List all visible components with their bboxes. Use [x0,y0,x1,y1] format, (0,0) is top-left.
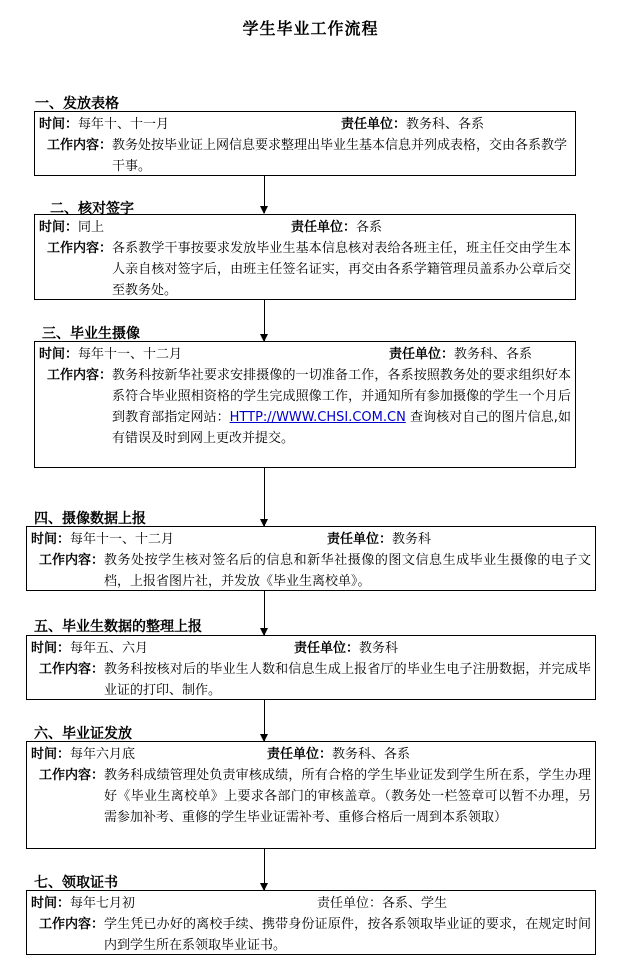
step-7-box [26,890,596,955]
chsi-link[interactable]: HTTP://WWW.CHSI.COM.CN [229,410,406,425]
step-6-unit: 教务科、各系 [332,747,411,762]
step-5-time: 每年五、六月 [70,641,149,656]
step-1-box [34,111,576,176]
work-label: 工作内容： [39,662,105,677]
time-label: 时间： [31,896,71,911]
step-1-unit: 教务科、各系 [406,117,485,132]
step-1-time: 每年十、十一月 [78,117,170,132]
step-3-time: 每年十一、十二月 [78,347,183,362]
step-7-time: 每年七月初 [70,896,136,911]
unit-label: 责任单位： [291,220,357,235]
step-3-unit: 教务科、各系 [454,347,533,362]
step-2-box [34,214,576,300]
unit-label: 责任单位： [327,532,393,547]
unit-label: 责任单位： [389,347,455,362]
flow-arrow-5 [264,700,265,741]
work-label: 工作内容： [39,553,105,568]
work-label: 工作内容： [47,368,113,383]
step-2-heading: 二、核对签字 [50,201,134,217]
step-3-work-content [112,365,571,449]
time-label: 时间： [39,347,79,362]
time-label: 时间： [31,747,71,762]
step-3-work-after: 查询核对自己的图片信息,如有错误及时到网上更改并提交。 [112,410,571,446]
flow-arrow-6 [264,849,265,890]
step-4-work: 教务处按学生核对签名后的信息和新华社摄像的图文信息生成毕业生摄像的电子文档，上报省图片社，并发放《毕业生离校单》。 [104,553,591,589]
unit-label: 责任单位： [267,747,333,762]
time-label: 时间： [31,641,71,656]
step-2-time: 同上 [78,220,105,235]
step-6-time: 每年六月底 [70,747,136,762]
flow-arrow-4 [264,591,265,635]
step-3-box [34,341,576,468]
step-7-unit: 责任单位：各系、学生 [317,896,448,911]
step-1-heading: 一、发放表格 [35,96,119,112]
time-label: 时间： [39,220,79,235]
step-4-heading: 四、摄像数据上报 [34,511,146,527]
step-1-work: 教务处按毕业证上网信息要求整理出毕业生基本信息并列成表格，交由各系教学干事。 [112,138,568,174]
work-label: 工作内容： [39,917,105,932]
flow-arrow-2 [264,300,265,341]
unit-label: 责任单位： [341,117,407,132]
step-5-unit: 教务科 [359,641,399,656]
unit-label: 责任单位： [294,641,360,656]
step-5-work: 教务科按核对后的毕业生人数和信息生成上报省厅的毕业生电子注册数据，并完成毕业证的打印、制作。 [104,662,591,698]
step-4-unit: 教务科 [392,532,432,547]
step-4-box [26,526,596,591]
work-label: 工作内容： [39,768,105,783]
time-label: 时间： [31,532,71,547]
work-label: 工作内容： [47,138,113,153]
step-5-box [26,635,596,700]
flow-arrow-3 [264,468,265,526]
step-2-work: 各系教学干事按要求发放毕业生基本信息核对表给各班主任，班主任交由学生本人亲自核对签字后，由班主任签名证实，再交由各系学籍管理员盖系办公章后交至教务处。 [112,241,571,298]
step-5-heading: 五、毕业生数据的整理上报 [34,619,202,635]
step-6-work: 教务科成绩管理处负责审核成绩，所有合格的学生毕业证发到学生所在系，学生办理好《毕业生离校单》上要求各部门的审核盖章。（教务处一栏签章可以暂不办理，另需参加补考、重修的学生毕业证需补考、重修合格后一周到本系领取） [104,768,591,825]
flow-arrow-1 [264,176,265,213]
step-4-time: 每年十一、十二月 [70,532,175,547]
step-3-work: 教务科按新华社要求安排摄像的一切准备工作，各系按照教务处的要求组织好本系符合毕业照相资格的学生完成照像工作，并通知所有参加摄像的学生一个月后到教育部指定网站： [112,368,571,425]
step-3-heading: 三、毕业生摄像 [42,326,140,342]
step-6-box [26,741,596,849]
step-2-unit: 各系 [356,220,383,235]
work-label: 工作内容： [47,241,113,256]
time-label: 时间： [39,117,79,132]
step-6-heading: 六、毕业证发放 [34,726,132,742]
step-7-work: 学生凭已办好的离校手续、携带身份证原件，按各系领取毕业证的要求，在规定时间内到学生所在系领取毕业证书。 [104,917,591,953]
step-7-heading: 七、领取证书 [34,875,118,891]
page-title: 学生毕业工作流程 [242,19,379,38]
